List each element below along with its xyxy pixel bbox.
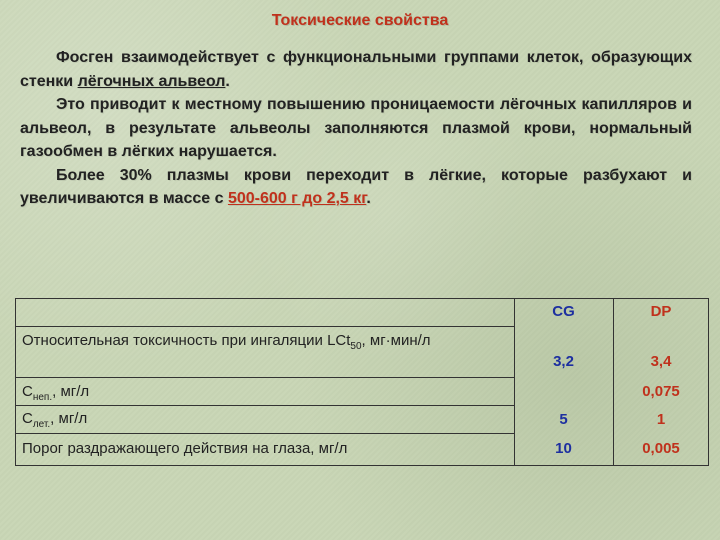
- row-divider-header: [16, 326, 514, 327]
- row-1-label: Относительная токсичность при ингаляции LCt: [22, 332, 351, 349]
- row-4-dp-value: 0,005: [642, 440, 680, 457]
- row-3-label: C: [22, 410, 33, 427]
- header-dp: DP: [650, 303, 672, 320]
- paragraph-3-end: .: [366, 190, 371, 207]
- row-1-unit: , мг·мин/л: [361, 332, 431, 349]
- row-1-subscript: 50: [350, 341, 362, 352]
- row-2-subscript: неп.: [32, 392, 53, 403]
- row-divider-3: [16, 433, 514, 434]
- row-3-unit: , мг/л: [50, 410, 88, 427]
- header-cg: CG: [552, 303, 575, 320]
- table-row-label: [22, 383, 518, 403]
- table-row-label: [22, 440, 518, 457]
- row-3-cg-value: 5: [559, 411, 568, 428]
- paragraph-1-end: .: [225, 72, 230, 90]
- paragraph-3-text: Более 30% плазмы крови переходит в лёгкие, которые разбухают и увеличиваются в массе с: [20, 166, 692, 207]
- row-4-label: Порог раздражающего действия на глаза, мг/л: [22, 440, 348, 457]
- row-3-subscript: лет.: [32, 419, 51, 430]
- mass-increase-highlight: 500-600 г до 2,5 кг: [227, 190, 367, 207]
- row-divider-1: [16, 377, 514, 378]
- row-2-dp-value: 0,075: [642, 383, 680, 400]
- table-row-label: [22, 331, 518, 357]
- paragraph-3: [20, 164, 692, 211]
- row-4-cg-value: 10: [555, 440, 572, 457]
- table-row-label: [22, 410, 518, 430]
- row-1-dp-value: 3,4: [650, 353, 672, 370]
- paragraph-1: [20, 46, 692, 93]
- paragraph-2: Это приводит к местному повышению проницаемости лёгочных капилляров и альвеол, в результате альвеолы заполняются плазмой крови, нормальный газообмен в лёгких нарушается.: [20, 96, 692, 160]
- toxicity-table: [15, 298, 709, 466]
- row-1-cg-value: 3,2: [553, 353, 574, 370]
- row-3-dp-value: 1: [656, 411, 666, 428]
- paragraph-1-text: Фосген взаимодействует с функциональными группами клеток, образующих стенки: [20, 49, 692, 90]
- row-divider-2: [16, 405, 514, 406]
- alveoli-term: лёгочных альвеол: [77, 72, 226, 90]
- body-text: [20, 46, 692, 211]
- row-2-label: C: [22, 383, 33, 400]
- page-title: Токсические свойства: [271, 12, 449, 29]
- row-2-unit: , мг/л: [52, 383, 90, 400]
